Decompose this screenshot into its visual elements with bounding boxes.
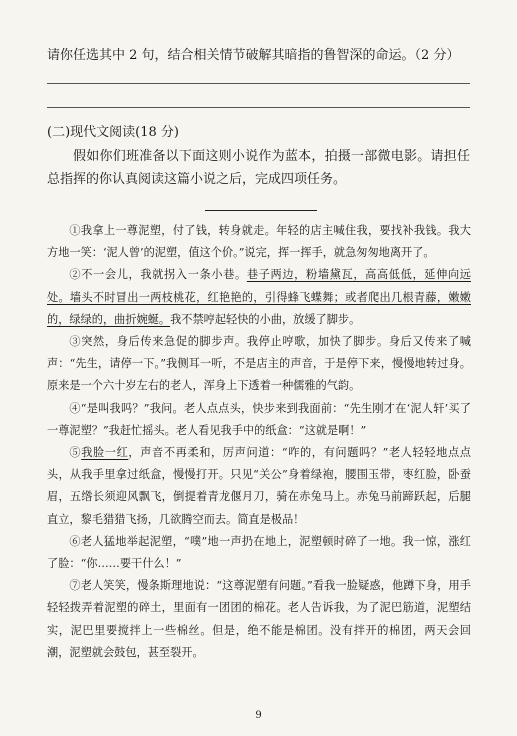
story-p2-tail: 我不禁哼起轻快的小曲，放缓了脚步。 [170,312,361,326]
story-body [47,220,471,664]
answer-line-1[interactable] [47,83,470,84]
question-tail: 请你任选其中 2 句，结合相关情节破解其暗指的鲁智深的命运。（2 分） [47,48,460,63]
story-paragraph-7: ⑦老人笑笑，慢条斯理地说：“这尊泥塑有问题。”看我一脸疑惑，他蹲下身，用手轻轻拨弄着泥塑的碎土，里面有一团团的棉花。老人告诉我，为了泥巴筋道，泥塑结实，泥巴里要搅拌上一些棉丝。但是，绝不能是棉团。没有拌开的棉团，两天会回潮，泥塑就会鼓包，甚至裂开。 [47,579,471,659]
intro-paragraph: 假如你们班准备以下面这则小说作为蓝本，拍摄一部微电影。请担任总指挥的你认真阅读这篇小说之后，完成四项任务。 [47,149,470,187]
story-p5-tail: ，声音不再柔和，厉声问道：“咋的，有问题吗？”老人轻轻地点点头，从我手里拿过纸盒，慢慢打开。只见“关公”身着绿袍，腰围玉带，枣红脸，卧蚕眉，五绺长须迎风飘飞，倒提着青龙偃月刀，骑在赤兔马上。赤兔马前蹄跃起，后腿直立，黎毛猎猎飞扬，几欲腾空而去。简直是极品！ [47,446,471,526]
page-number: 9 [255,710,262,721]
section-heading: (二)现代文阅读(18 分) [47,125,179,140]
story-p2-lead: ②不一会儿，我就拐入一条小巷。 [69,268,247,282]
story-p5-num: ⑤ [69,446,82,460]
story-paragraph-1: ①我拿上一尊泥塑，付了钱，转身就走。年轻的店主喊住我，要找补我钱。我大方地一笑：‘泥人曾’的泥塑，值这个价。”说完，挥一挥手，就急匆匆地离开了。 [47,224,471,260]
story-paragraph-4: ④“是叫我吗？”我问。老人点点头，快步来到我面前：“先生刚才在‘泥人轩’买了一尊泥塑？”我赶忙摇头。老人看见我手中的纸盒：“这就是啊！” [47,401,471,437]
underlined-scenery: 巷子两边，粉墙黛瓦，高高低低，延伸向远处。墙头不时冒出一两枝桃花，红艳艳的，引得蜂飞蝶舞；或者爬出几根青藤，嫩嫩的，绿绿的，曲折婉蜒。 [47,268,471,326]
title-rule [205,210,317,211]
story-paragraph-5 [47,442,471,531]
answer-line-2[interactable] [47,107,470,108]
story-paragraph-2 [47,264,471,331]
underlined-blush: 我脸一红 [81,446,129,460]
story-paragraph-6: ⑥老人猛地举起泥塑，“噗”地一声扔在地上，泥塑顿时碎了一地。我一惊，涨红了脸：“你……要干什么！” [47,534,471,571]
story-paragraph-3: ③突然，身后传来急促的脚步声。我停止哼歌，加快了脚步。身后又传来了喊声：“先生，请停一下。”我侧耳一听，不是店主的声音，于是停下来，慢慢地转过身。原来是一个六十岁左右的老人，浑身上下透着一种儒雅的气韵。 [47,335,471,393]
